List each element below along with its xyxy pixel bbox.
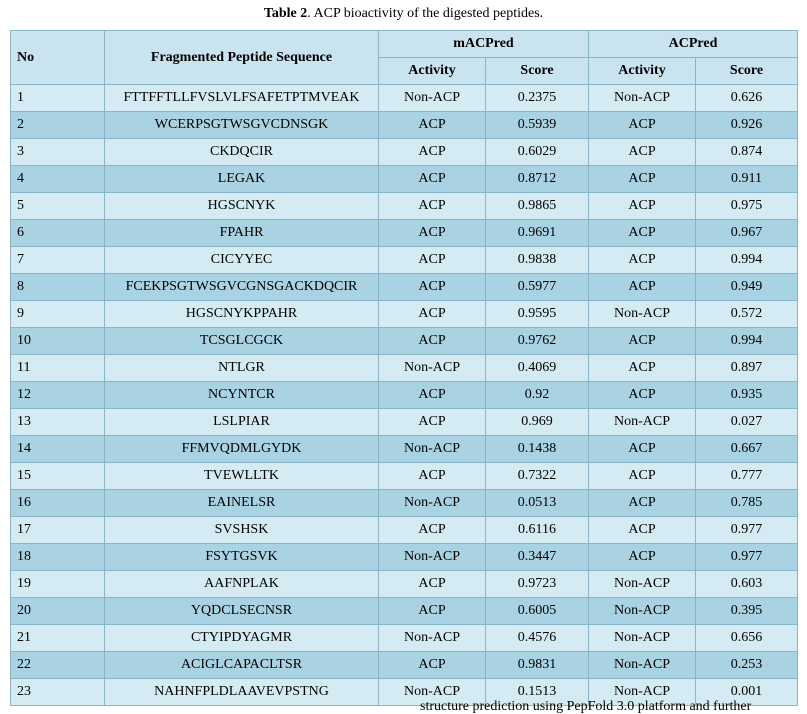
cell-no: 10 <box>11 328 105 355</box>
cell-acpred-activity: ACP <box>589 139 696 166</box>
cell-sequence: TCSGLCGCK <box>105 328 379 355</box>
cell-sequence: ACIGLCAPACLTSR <box>105 652 379 679</box>
cell-no: 18 <box>11 544 105 571</box>
cell-macpred-score: 0.4576 <box>486 625 589 652</box>
cell-macpred-score: 0.0513 <box>486 490 589 517</box>
cell-macpred-activity: ACP <box>379 193 486 220</box>
cell-sequence: NAHNFPLDLAAVEVPSTNG <box>105 679 379 706</box>
cell-acpred-activity: ACP <box>589 382 696 409</box>
cell-macpred-activity: ACP <box>379 112 486 139</box>
cell-no: 11 <box>11 355 105 382</box>
cell-sequence: SVSHSK <box>105 517 379 544</box>
cell-acpred-activity: ACP <box>589 166 696 193</box>
cell-sequence: YQDCLSECNSR <box>105 598 379 625</box>
cell-macpred-activity: ACP <box>379 571 486 598</box>
cell-sequence: CKDQCIR <box>105 139 379 166</box>
header-macpred-activity: Activity <box>379 58 486 85</box>
cell-macpred-score: 0.6116 <box>486 517 589 544</box>
cell-no: 9 <box>11 301 105 328</box>
header-macpred-score: Score <box>486 58 589 85</box>
cell-acpred-score: 0.253 <box>696 652 798 679</box>
cell-macpred-score: 0.2375 <box>486 85 589 112</box>
cell-macpred-activity: ACP <box>379 247 486 274</box>
cell-sequence: NTLGR <box>105 355 379 382</box>
cell-acpred-activity: Non-ACP <box>589 301 696 328</box>
table-row <box>11 436 798 463</box>
cell-macpred-score: 0.9865 <box>486 193 589 220</box>
cell-acpred-score: 0.626 <box>696 85 798 112</box>
cell-macpred-activity: ACP <box>379 598 486 625</box>
cell-acpred-score: 0.667 <box>696 436 798 463</box>
cell-sequence: NCYNTCR <box>105 382 379 409</box>
cell-acpred-score: 0.001 <box>696 679 798 706</box>
cell-macpred-score: 0.1438 <box>486 436 589 463</box>
cell-macpred-score: 0.9691 <box>486 220 589 247</box>
cell-sequence: HGSCNYKPPAHR <box>105 301 379 328</box>
cell-no: 14 <box>11 436 105 463</box>
cell-acpred-activity: Non-ACP <box>589 652 696 679</box>
table-caption <box>0 4 807 24</box>
table-row <box>11 328 798 355</box>
cell-macpred-score: 0.9595 <box>486 301 589 328</box>
cell-macpred-score: 0.969 <box>486 409 589 436</box>
table-row <box>11 166 798 193</box>
cell-acpred-score: 0.897 <box>696 355 798 382</box>
table-row <box>11 247 798 274</box>
cell-no: 17 <box>11 517 105 544</box>
cell-acpred-score: 0.874 <box>696 139 798 166</box>
cell-no: 16 <box>11 490 105 517</box>
cell-sequence: FTTFFTLLFVSLVLFSAFETPTMVEAK <box>105 85 379 112</box>
cell-sequence: CICYYEC <box>105 247 379 274</box>
cell-macpred-activity: Non-ACP <box>379 436 486 463</box>
cell-acpred-score: 0.949 <box>696 274 798 301</box>
cell-no: 20 <box>11 598 105 625</box>
cell-macpred-score: 0.1513 <box>486 679 589 706</box>
cell-acpred-activity: ACP <box>589 328 696 355</box>
cell-macpred-score: 0.9723 <box>486 571 589 598</box>
cell-acpred-score: 0.967 <box>696 220 798 247</box>
cell-acpred-activity: Non-ACP <box>589 85 696 112</box>
cell-macpred-score: 0.5939 <box>486 112 589 139</box>
table-row <box>11 544 798 571</box>
cell-macpred-score: 0.6005 <box>486 598 589 625</box>
header-acpred-activity: Activity <box>589 58 696 85</box>
cell-no: 5 <box>11 193 105 220</box>
cell-acpred-activity: ACP <box>589 274 696 301</box>
table-header <box>11 31 798 85</box>
table-row <box>11 490 798 517</box>
cell-macpred-activity: Non-ACP <box>379 544 486 571</box>
table-row <box>11 85 798 112</box>
table-body <box>11 85 798 706</box>
header-sequence: Fragmented Peptide Sequence <box>105 31 379 85</box>
cell-sequence: LSLPIAR <box>105 409 379 436</box>
cell-acpred-score: 0.975 <box>696 193 798 220</box>
header-acpred: ACPred <box>589 31 798 58</box>
cell-acpred-score: 0.994 <box>696 247 798 274</box>
cell-acpred-score: 0.977 <box>696 544 798 571</box>
cell-no: 8 <box>11 274 105 301</box>
cell-acpred-score: 0.926 <box>696 112 798 139</box>
caption-label: Table 2 <box>263 6 308 21</box>
cell-acpred-activity: Non-ACP <box>589 598 696 625</box>
cell-macpred-activity: ACP <box>379 166 486 193</box>
table-row <box>11 382 798 409</box>
cell-macpred-activity: ACP <box>379 139 486 166</box>
cell-acpred-score: 0.027 <box>696 409 798 436</box>
table-row <box>11 598 798 625</box>
cell-acpred-activity: Non-ACP <box>589 409 696 436</box>
cell-macpred-score: 0.4069 <box>486 355 589 382</box>
cell-acpred-score: 0.935 <box>696 382 798 409</box>
cell-acpred-score: 0.395 <box>696 598 798 625</box>
cell-sequence: FCEKPSGTWSGVCGNSGACKDQCIR <box>105 274 379 301</box>
header-acpred-score: Score <box>696 58 798 85</box>
cell-acpred-activity: ACP <box>589 463 696 490</box>
cell-acpred-activity: Non-ACP <box>589 625 696 652</box>
cell-macpred-activity: ACP <box>379 301 486 328</box>
cell-macpred-score: 0.9831 <box>486 652 589 679</box>
cell-sequence: WCERPSGTWSGVCDNSGK <box>105 112 379 139</box>
cell-macpred-score: 0.5977 <box>486 274 589 301</box>
cell-sequence: AAFNPLAK <box>105 571 379 598</box>
cell-macpred-score: 0.9838 <box>486 247 589 274</box>
cell-acpred-activity: ACP <box>589 544 696 571</box>
cell-acpred-score: 0.994 <box>696 328 798 355</box>
cell-sequence: HGSCNYK <box>105 193 379 220</box>
table-row <box>11 139 798 166</box>
cell-macpred-activity: ACP <box>379 274 486 301</box>
cell-no: 15 <box>11 463 105 490</box>
cell-acpred-activity: ACP <box>589 193 696 220</box>
cell-acpred-activity: ACP <box>589 436 696 463</box>
cell-no: 6 <box>11 220 105 247</box>
cell-acpred-score: 0.572 <box>696 301 798 328</box>
caption-text: . ACP bioactivity of the digested peptides. <box>307 6 544 21</box>
table-row <box>11 220 798 247</box>
cell-macpred-score: 0.9762 <box>486 328 589 355</box>
table-row <box>11 355 798 382</box>
cell-no: 4 <box>11 166 105 193</box>
cell-acpred-activity: ACP <box>589 355 696 382</box>
cell-macpred-activity: ACP <box>379 382 486 409</box>
cell-macpred-activity: Non-ACP <box>379 625 486 652</box>
cell-no: 23 <box>11 679 105 706</box>
table-row <box>11 301 798 328</box>
cell-no: 22 <box>11 652 105 679</box>
cell-sequence: FPAHR <box>105 220 379 247</box>
cell-macpred-activity: ACP <box>379 652 486 679</box>
cell-sequence: FSYTGSVK <box>105 544 379 571</box>
cell-macpred-activity: ACP <box>379 463 486 490</box>
table-row <box>11 625 798 652</box>
cell-acpred-activity: ACP <box>589 220 696 247</box>
header-macpred: mACPred <box>379 31 589 58</box>
cell-acpred-score: 0.911 <box>696 166 798 193</box>
cell-no: 2 <box>11 112 105 139</box>
table-row <box>11 463 798 490</box>
cell-macpred-score: 0.7322 <box>486 463 589 490</box>
cell-macpred-activity: Non-ACP <box>379 355 486 382</box>
cell-no: 7 <box>11 247 105 274</box>
cell-no: 21 <box>11 625 105 652</box>
cell-acpred-score: 0.777 <box>696 463 798 490</box>
table-row <box>11 112 798 139</box>
cell-acpred-activity: ACP <box>589 247 696 274</box>
cell-macpred-activity: Non-ACP <box>379 490 486 517</box>
cell-no: 13 <box>11 409 105 436</box>
cut-off-body-text: structure prediction using PepFold 3.0 platform and further <box>420 699 752 714</box>
cell-macpred-score: 0.92 <box>486 382 589 409</box>
cell-acpred-activity: Non-ACP <box>589 571 696 598</box>
cell-no: 12 <box>11 382 105 409</box>
cell-sequence: TVEWLLTK <box>105 463 379 490</box>
cell-acpred-score: 0.977 <box>696 517 798 544</box>
cell-macpred-activity: ACP <box>379 409 486 436</box>
cell-acpred-activity: ACP <box>589 490 696 517</box>
cell-sequence: CTYIPDYAGMR <box>105 625 379 652</box>
acp-bioactivity-table <box>10 30 798 706</box>
cell-macpred-score: 0.6029 <box>486 139 589 166</box>
table-row <box>11 409 798 436</box>
table-row <box>11 274 798 301</box>
cell-acpred-score: 0.603 <box>696 571 798 598</box>
table-row <box>11 652 798 679</box>
table-row <box>11 193 798 220</box>
cell-sequence: FFMVQDMLGYDK <box>105 436 379 463</box>
cell-acpred-activity: ACP <box>589 112 696 139</box>
cell-macpred-activity: ACP <box>379 220 486 247</box>
table-row <box>11 517 798 544</box>
cell-no: 19 <box>11 571 105 598</box>
cell-macpred-activity: ACP <box>379 328 486 355</box>
header-no: No <box>11 31 105 85</box>
cell-macpred-activity: Non-ACP <box>379 679 486 706</box>
cell-macpred-activity: ACP <box>379 517 486 544</box>
cell-sequence: LEGAK <box>105 166 379 193</box>
cell-sequence: EAINELSR <box>105 490 379 517</box>
table-row <box>11 571 798 598</box>
cell-acpred-activity: Non-ACP <box>589 679 696 706</box>
cell-acpred-activity: ACP <box>589 517 696 544</box>
cell-macpred-score: 0.8712 <box>486 166 589 193</box>
cell-no: 3 <box>11 139 105 166</box>
cell-no: 1 <box>11 85 105 112</box>
cell-macpred-activity: Non-ACP <box>379 85 486 112</box>
cell-macpred-score: 0.3447 <box>486 544 589 571</box>
cell-acpred-score: 0.785 <box>696 490 798 517</box>
cell-acpred-score: 0.656 <box>696 625 798 652</box>
